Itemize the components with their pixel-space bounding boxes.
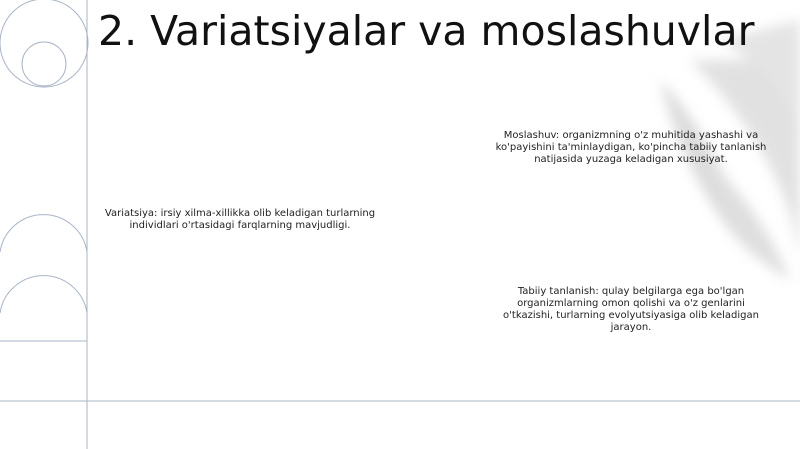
circle-outer [0, 0, 88, 87]
variatsiya-note: Variatsiya: irsiy xilma-xillikka olib keladigan turlarning individlari o'rtasidagi farqlarning mavjudligi. [104, 208, 376, 231]
circle-inner [22, 42, 66, 86]
moslashuv-note: Moslashuv: organizmning o'z muhitida yashashi va ko'payishini ta'minlaydigan, ko'pincha tabiiy tanlanish natijasida yuzaga keladigan xususiyat. [495, 130, 767, 165]
arch-upper [0, 215, 87, 252]
arch-lower [0, 276, 87, 313]
slide-title: 2. Variatsiyalar va moslashuvlar [98, 7, 755, 55]
tabiiy-tanlanish-note: Tabiiy tanlanish: qulay belgilarga ega bo'lgan organizmlarning omon qolishi va o'z genlarini o'tkazishi, turlarning evolyutsiyasiga olib keladigan jarayon. [503, 286, 759, 333]
